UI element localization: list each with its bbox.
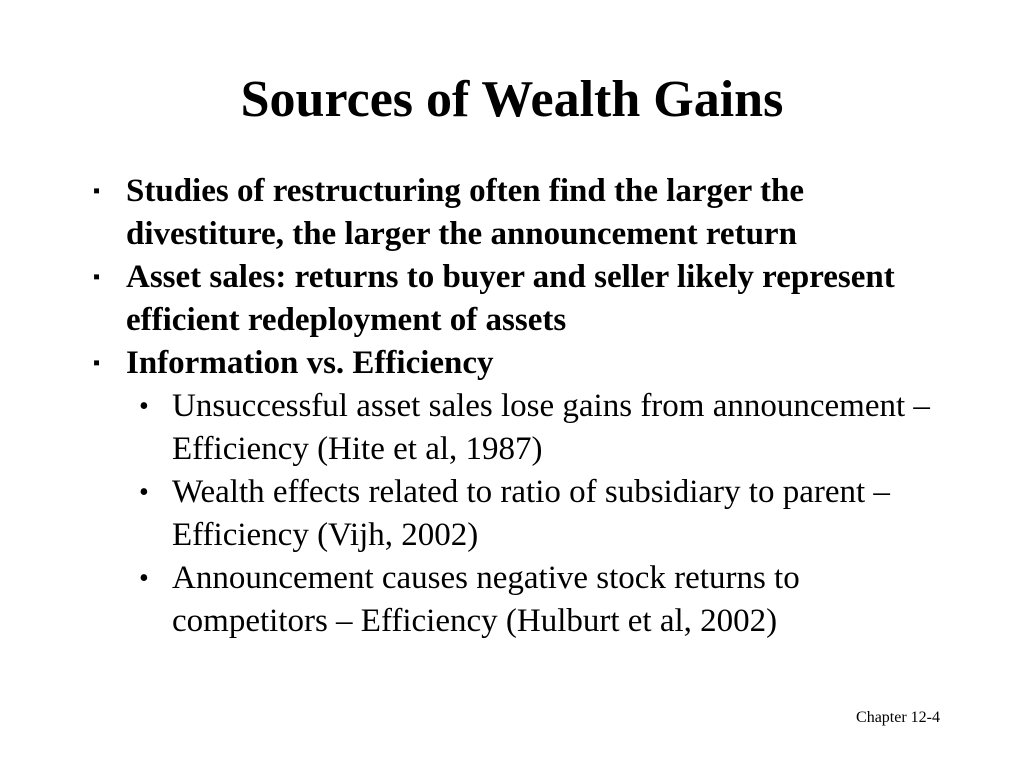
bullet-item xyxy=(88,256,948,342)
bullet-item xyxy=(88,170,948,256)
sub-bullet-item xyxy=(139,557,948,643)
round-bullet-icon: • xyxy=(139,391,149,422)
round-bullet-icon: • xyxy=(139,563,149,594)
square-bullet-icon: ▪ xyxy=(93,266,101,288)
bullet-item xyxy=(88,342,948,385)
slide-title: Sources of Wealth Gains xyxy=(240,71,784,128)
sub-bullet-item xyxy=(139,471,948,557)
sub-bullet-text: Wealth effects related to ratio of subsidiary to parent – Efficiency (Vijh, 2002) xyxy=(172,474,890,553)
slide-content xyxy=(88,170,948,643)
slide-footer: Chapter 12-4 xyxy=(856,709,940,726)
bullet-text: Information vs. Efficiency xyxy=(126,345,494,381)
bullet-text: Asset sales: returns to buyer and seller likely represent efficient redeployment of assets xyxy=(126,259,895,338)
square-bullet-icon: ▪ xyxy=(93,180,101,202)
sub-bullet-text: Unsuccessful asset sales lose gains from announcement – Efficiency (Hite et al, 1987) xyxy=(172,388,930,467)
sub-bullet-text: Announcement causes negative stock returns to competitors – Efficiency (Hulburt et al, 2002) xyxy=(172,560,800,639)
sub-bullet-item xyxy=(139,385,948,471)
square-bullet-icon: ▪ xyxy=(93,352,101,374)
bullet-text: Studies of restructuring often find the larger the divestiture, the larger the announcement return xyxy=(126,173,804,252)
round-bullet-icon: • xyxy=(139,477,149,508)
